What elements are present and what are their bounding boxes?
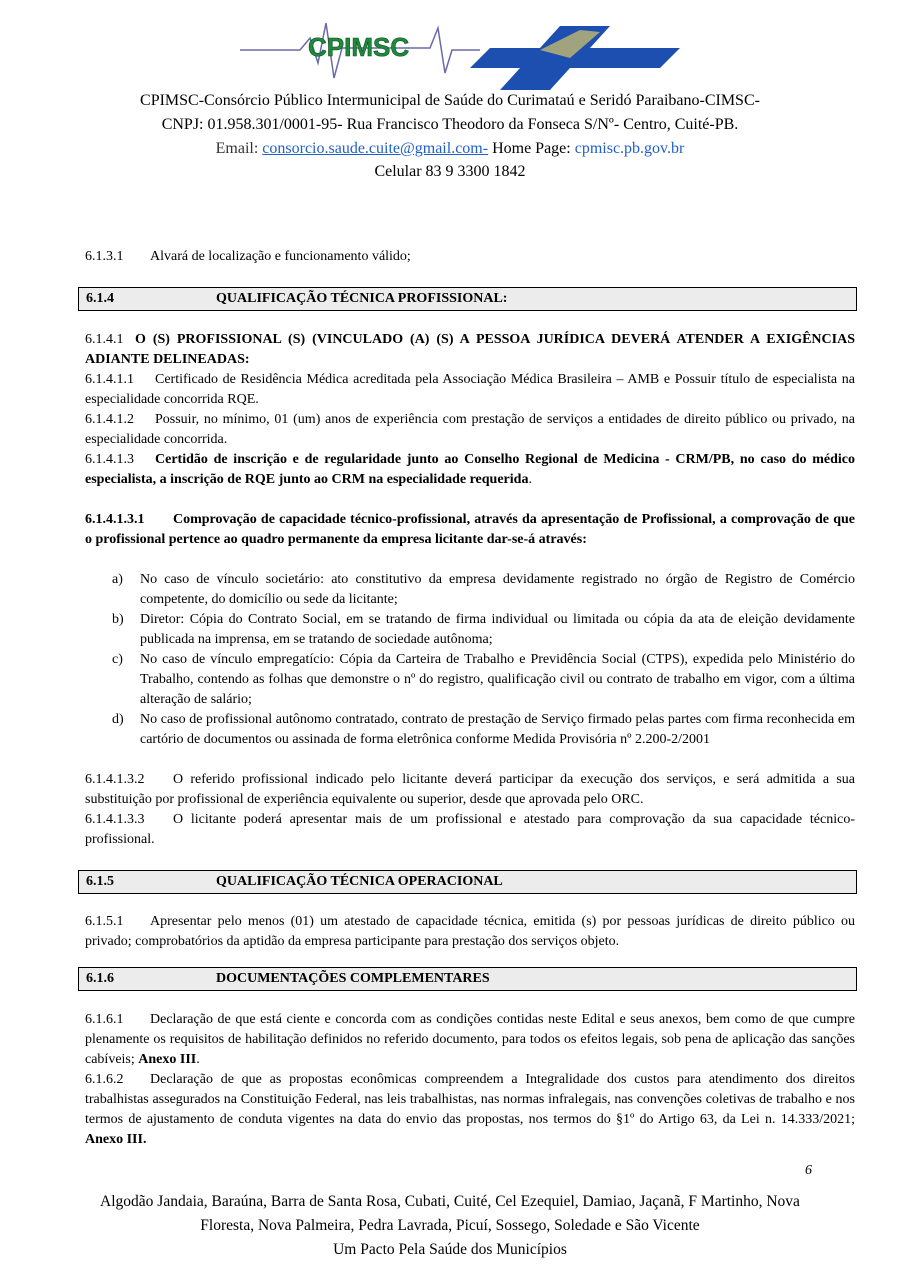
page-number: 6	[805, 1163, 812, 1178]
para-number: 6.1.4.1.1	[85, 372, 134, 387]
footer-municipalities-2: Floresta, Nova Palmeira, Pedra Lavrada, Picuí, Sossego, Soledade e São Vicente	[200, 1217, 700, 1234]
list-marker: b)	[112, 612, 124, 627]
para-6161	[85, 1010, 855, 1070]
para-text: Certidão de inscrição e de regularidade junto ao Conselho Regional de Medicina - CRM/PB, no caso do médico especialista, a inscrição de RQE junto ao CRM na especialidade requerida	[85, 452, 855, 487]
list-text: Diretor: Cópia do Contrato Social, em se tratando de firma individual ou limitada ou cópia da ata de eleição devidamente publicada na imprensa, em se tratando de sociedade autônoma;	[140, 612, 855, 647]
email-label: Email:	[215, 140, 263, 157]
list-text: No caso de profissional autônomo contratado, contrato de prestação de Serviço firmado pelas partes com firma reconhecida em cartório de documentos ou assinada de forma eletrônica conforme Medida Provisória nº 2.200-2/2001	[140, 712, 855, 747]
section-number: 6.1.4	[86, 291, 114, 306]
annex-ref: Anexo III	[138, 1052, 197, 1067]
para-text: Comprovação de capacidade técnico-profissional, através da apresentação de Profissional, a comprovação de que o profissional pertence ao quadro permanente da empresa licitante dar-se-á através:	[85, 512, 855, 547]
para-text: O referido profissional indicado pelo licitante deverá participar da execução dos serviços, e será admitida a sua substituição por profissional de experiência equivalente ou superior, desde que aprovada pelo ORC.	[85, 772, 855, 807]
header-org-name: CPIMSC-Consórcio Público Intermunicipal de Saúde do Curimataú e Seridó Paraibano-CIMSC-	[140, 92, 760, 109]
list-marker: a)	[112, 572, 123, 587]
para-number: 6.1.4.1.3	[85, 452, 134, 467]
para-61411	[85, 370, 855, 410]
section-6-1-4	[78, 287, 857, 311]
para-number: 6.1.4.1	[85, 332, 124, 347]
para-number: 6.1.4.1.3.2	[85, 772, 145, 787]
para-6162	[85, 1070, 855, 1150]
para-text: Declaração de que está ciente e concorda com as condições contidas neste Edital e seus anexos, bem como de que cumpre plenamente os requisitos de habilitação definidos no referido documento, para todos os efeitos legais, sob pena de aplicação das sanções cabíveis;	[85, 1012, 855, 1067]
list-marker: d)	[112, 712, 124, 727]
para-number: 6.1.6.2	[85, 1072, 124, 1087]
footer	[0, 1190, 900, 1262]
para-6151	[85, 912, 855, 952]
para-61413	[85, 450, 855, 490]
home-page-link[interactable]: cpmisc.pb.gov.br	[574, 140, 685, 157]
para-614133	[85, 810, 855, 850]
header-address: CNPJ: 01.958.301/0001-95- Rua Francisco Theodoro da Fonseca S/Nº- Centro, Cuité-PB.	[161, 116, 739, 133]
header-contact	[0, 140, 900, 158]
annex-ref: Anexo III.	[85, 1132, 147, 1147]
header-phone: Celular 83 9 3300 1842	[374, 163, 526, 180]
svg-text:CPIMSC: CPIMSC	[308, 32, 410, 62]
list-marker: c)	[112, 652, 123, 667]
para-text: Apresentar pelo menos (01) um atestado de capacidade técnica, emitida (s) por pessoas jurídicas de direito público ou privado; comprobatórios da aptidão da empresa participante para prestação dos serviços objeto.	[85, 914, 855, 949]
footer-slogan: Um Pacto Pela Saúde dos Municípios	[333, 1241, 567, 1258]
para-text: O licitante poderá apresentar mais de um profissional e atestado para comprovação da sua capacidade técnico-profissional.	[85, 812, 855, 847]
list-text: No caso de vínculo societário: ato constitutivo da empresa devidamente registrado no órgão de Registro de Comércio competente, do domicílio ou sede da licitante;	[140, 572, 855, 607]
section-number: 6.1.6	[86, 971, 114, 986]
section-title: QUALIFICAÇÃO TÉCNICA OPERACIONAL	[216, 874, 503, 889]
section-number: 6.1.5	[86, 874, 114, 889]
para-614132	[85, 770, 855, 810]
para-number: 6.1.4.1.3.3	[85, 812, 145, 827]
para-end: .	[196, 1052, 200, 1067]
list-item	[85, 650, 855, 710]
para-text: Certificado de Residência Médica acreditada pela Associação Médica Brasileira – AMB e Possuir título de especialista na especialidade concorrida RQE.	[85, 372, 855, 407]
section-title: QUALIFICAÇÃO TÉCNICA PROFISSIONAL:	[216, 291, 508, 306]
para-61412	[85, 410, 855, 450]
footer-municipalities-1: Algodão Jandaia, Baraúna, Barra de Santa Rosa, Cubati, Cuité, Cel Ezequiel, Damiao, Jaçanã, F Martinho, Nova	[100, 1193, 800, 1210]
para-end: .	[528, 472, 532, 487]
email-link[interactable]: consorcio.saude.cuite@gmail.com-	[262, 140, 489, 157]
para-614131	[85, 510, 855, 550]
para-number: 6.1.3.1	[85, 249, 124, 264]
para-text: Declaração de que as propostas econômicas compreendem a Integralidade dos custos para atendimento dos direitos trabalhistas assegurados na Constituição Federal, nas leis trabalhistas, nas normas infralegais, nas convenções coletivas de trabalho e nos termos de ajustamento de conduta vigentes na data do envio das propostas, nos termos do §1º do Artigo 63, da Lei n. 14.333/2021;	[85, 1072, 855, 1127]
cpimsc-logo	[240, 18, 690, 93]
para-6141	[85, 330, 855, 370]
para-text: Alvará de localização e funcionamento válido;	[150, 249, 411, 264]
requirements-list	[85, 570, 855, 750]
para-number: 6.1.6.1	[85, 1012, 124, 1027]
list-text: No caso de vínculo empregatício: Cópia da Carteira de Trabalho e Previdência Social (CTPS), expedida pelo Ministério do Trabalho, contendo as folhas que demonstre o nº do registro, qualificação civil ou contrato de trabalho em vigor, com a última alteração de salário;	[140, 652, 855, 707]
para-6131	[85, 247, 855, 267]
para-number: 6.1.4.1.3.1	[85, 512, 145, 527]
home-label: Home Page:	[488, 140, 575, 157]
para-number: 6.1.4.1.2	[85, 412, 134, 427]
section-6-1-5	[78, 870, 857, 894]
section-title: DOCUMENTAÇÕES COMPLEMENTARES	[216, 971, 490, 986]
section-6-1-6	[78, 967, 857, 991]
list-item	[85, 710, 855, 750]
para-text: Possuir, no mínimo, 01 (um) anos de experiência com prestação de serviços a entidades de direito público ou privado, na especialidade concorrida.	[85, 412, 855, 447]
list-item	[85, 610, 855, 650]
list-item	[85, 570, 855, 610]
para-text: O (S) PROFISSIONAL (S) (VINCULADO (A) (S) A PESSOA JURÍDICA DEVERÁ ATENDER A EXIGÊNCIAS ADIANTE DELINEADAS:	[85, 332, 855, 367]
para-number: 6.1.5.1	[85, 914, 124, 929]
